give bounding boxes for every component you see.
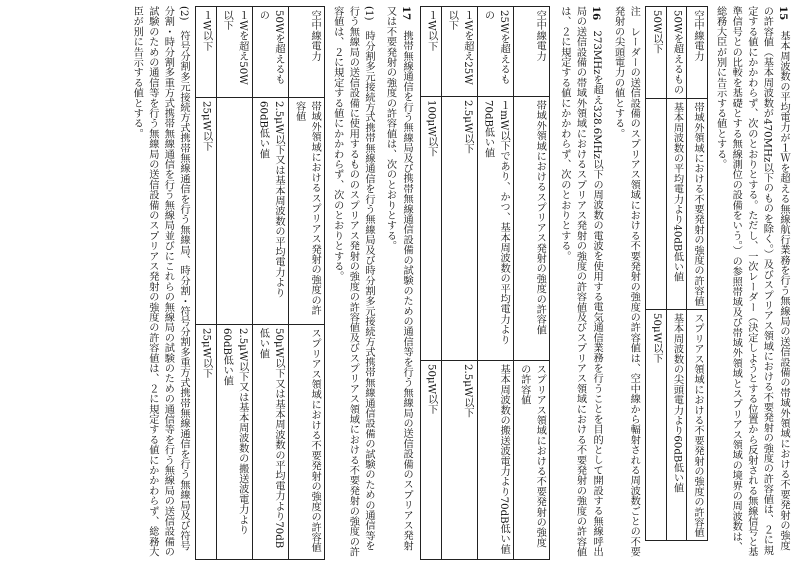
table-row [196,7,217,560]
table-cell: 50Wを超えるもの [666,7,687,99]
section-15-text: 基本周波数の平均電力が１Ｗを超える無線航行業務を行う無線局の送信設備の帯域外領域における不要発射の強度の許容値（基本周波数が470MHz以下のものを除く。）及びスプリアス領域における不要発射の強度の許容値は、２に規定する値にかかわらず、次のとおりとする。ただし、一次レーダー（決定しようとする位置から反射される無線信号と基準信号との比較を基礎とする無線測位の設備をいう。）の参照帯域及び帯域外領域とスプリアス領域の境界の周波数は、総務大臣が別に告示する値とする。 [714,6,789,557]
section-17-2-number: (2) [178,6,189,21]
table-15 [645,6,708,541]
table-header-cell: 空中線電力 [687,7,708,99]
section-15-number: 15 [777,6,789,21]
section-17-2 [129,6,191,560]
table-header-cell: 帯域外領域におけるスプリアス発射の強度の許容値 [514,96,550,360]
table-row [666,7,687,541]
section-17-2-text: 符号分割多元接続方式携帯無線通信を行う無線局、時分割・符号分割多重方式携帯無線通信を行う無線局及び符号分割・時分割多重方式携帯無線通信を行う無線局並びにこれらの無線局の試験のための通信等を行う無線局の送信設備の試験のための通信等を行う無線局の送信設備のスプリアス発射の強度の許容値は、２に規定する値にかかわらず、総務大臣が別に告示する値とする。 [131,6,189,557]
table-cell [646,98,667,309]
document-page [6,6,791,560]
table-header-cell: スプリアス領域における不要発射の強度の許容値 [687,309,708,540]
table-row [252,7,288,560]
table-cell: 2.5μW以下 [441,96,477,360]
table-cell: 100μW以下 [421,96,442,360]
table-header-cell: 帯域外領域における不要発射の強度の許容値 [687,98,708,309]
table-row [646,7,667,541]
table-row [514,7,550,560]
table-row [441,7,477,560]
section-17-1 [329,6,376,560]
table-cell: １W以下 [421,7,442,97]
table-header-cell: スプリアス領域における不要発射の強度の許容値 [514,360,550,559]
table-cell: 50Wを超えるもの [252,7,288,98]
table-cell: 50μW以下又は基本周波数の平均電力より70dB低い値 [252,324,288,559]
table-header-cell: スプリアス領域における不要発射の強度の許容値 [288,324,324,559]
table-cell: １mW以下であり、かつ、基本周波数の平均電力より70dB低い値 [477,96,513,360]
section-15 [712,6,791,560]
table-row [687,7,708,541]
section-16-number: 16 [590,6,603,21]
section-17-number: 17 [400,6,413,21]
table-cell: 25μW以下 [196,324,217,559]
section-15-note: 注 レーダーの送信設備のスプリアス領域における不要発射の強度の許容値は、空中線から輻射される周波数ごとの不要発射の尖頭電力の値とする。 [612,6,640,557]
table-header-cell: 空中線電力 [514,7,550,97]
table-cell: 25Wを超えるもの [477,7,513,97]
table-cell: 基本周波数の尖頭電力より60dB低い値 [666,309,687,540]
table-header-cell: 帯域外領域におけるスプリアス発射の強度の許容値 [288,97,324,324]
table-cell: 50μW以下 [421,360,442,559]
table-cell: 2.5μW以下又は基本周波数の平均電力より60dB低い値 [252,97,288,324]
table-cell: １W以下 [196,7,217,98]
table-row [421,7,442,560]
section-17 [382,6,414,560]
table-cell: 2.5μW以下又は基本周波数の搬送波電力より60dB低い値 [216,324,252,559]
table-cell: １Wを超え25W以下 [441,7,477,97]
table-cell: 25μW以下 [196,97,217,324]
section-17-1-number: (1) [362,6,374,21]
section-17-text: 携帯無線通信を行う無線局及び携帯無線通信設備の試験のための通信等を行う無線局の送信設備のスプリアス発射又は不要発射の強度の許容値は、次のとおりとする。 [384,6,413,551]
table-row [477,7,513,560]
table-header-cell: 空中線電力 [288,7,324,98]
section-17-1-text: 時分割多元接続方式携帯無線通信を行う無線局及び時分割多元接続方式携帯無線通信設備の試験のための通信等を行う無線局の送信設備に使用するもののスプリアス発射の強度の許容値及びスプリアス領域における不要発射の強度の許容値は、２に規定する値にかかわらず、次のとおりとする。 [331,6,374,557]
table-cell: １Wを超え50W以下 [216,7,252,98]
table-row [216,7,252,560]
table-cell: 2.5μW以下 [441,360,477,559]
table-row [288,7,324,560]
table-cell: 基本周波数の搬送波電力より70dB低い値 [477,360,513,559]
table-cell: 50W以下 [646,7,667,99]
table-16 [420,6,550,560]
table-cell: 基本周波数の平均電力より40dB低い値 [666,98,687,309]
section-16 [556,6,604,560]
table-cell: 50μW以下 [646,309,667,540]
table-cell [216,97,252,324]
table-17-1 [195,6,325,560]
section-16-text: 273MHzを超え328.6MHz以下の周波数の電波を使用する電気通信業務を行うことを目的として開設する無線呼出局の送信設備の帯域外領域におけるスプリアス発射の強度の許容値及びスプリアス領域における不要発射の強度の許容値は、２に規定する値にかかわらず、次のとおりとする。 [558,6,603,557]
